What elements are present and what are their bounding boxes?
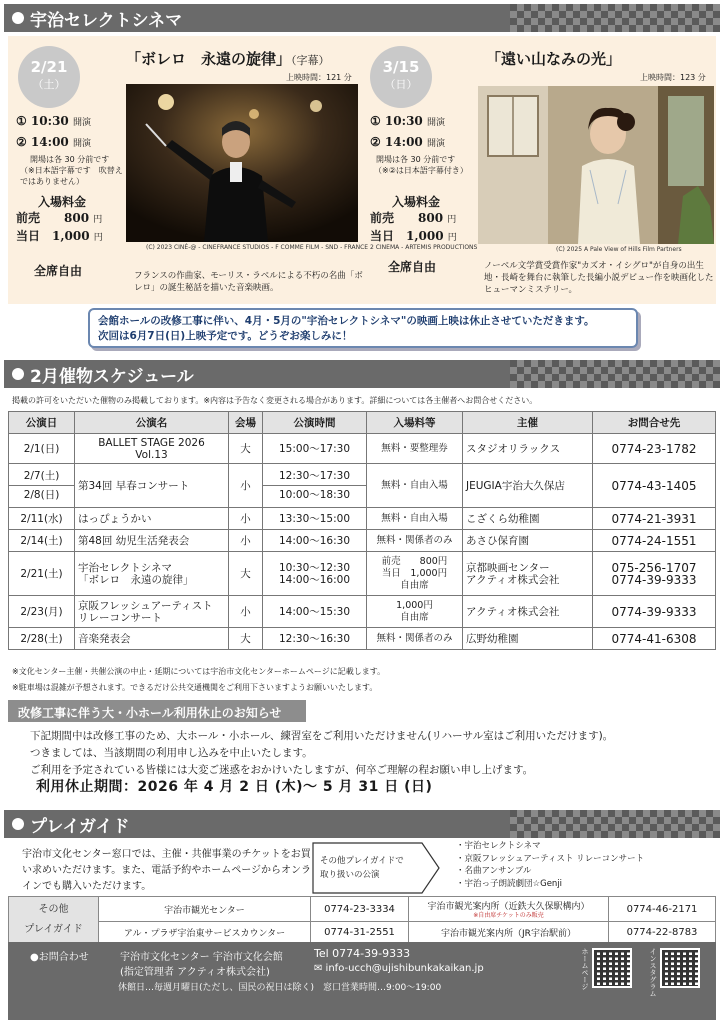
closure-period: 利用休止期間：2026 年 4 月 2 日 (木)～ 5 月 31 日 (日) xyxy=(36,779,433,795)
film1-show1: ① 10:30 xyxy=(16,114,69,128)
footer-manager: (指定管理者 アクティオ株式会社) xyxy=(120,967,270,978)
cell-name: はっぴょうかい xyxy=(75,508,229,530)
list-item: ・名曲アンサンブル xyxy=(456,866,532,876)
col-date: 公演日 xyxy=(9,412,75,434)
cell-fee: 無料・関係者のみ xyxy=(367,530,463,552)
outlet-tel: 0774-46-2171 xyxy=(609,897,716,922)
outlet-name: アル・プラザ宇治東サービスカウンター xyxy=(99,922,311,943)
schedule-header-row xyxy=(9,412,716,434)
schedule-intro: 掲載の許可をいただいた催物のみ掲載しております。※内容は予告なく変更される場合があります。詳細については各主催者へお問合せください。 xyxy=(12,396,538,405)
playguide-intro: 宇治市文化センター窓口では、主催・共催事業のチケットをお買い求めいただけます。また、電話予約やホームページからオンラインでも購入いただけます。 xyxy=(22,849,311,892)
table-row xyxy=(9,596,716,628)
footer-org: 宇治市文化センター 宇治市文化会館 xyxy=(120,952,283,963)
film2-fee-day-label: 当日 xyxy=(370,229,395,243)
film2-show2: ② 14:00 xyxy=(370,135,423,149)
cell-contact: 0774-21-3931 xyxy=(593,508,716,530)
outlet-tel: 0774-23-3334 xyxy=(311,897,409,922)
qr-homepage-label: ホームページ xyxy=(581,948,589,990)
cell-date-b: 2/8(日) xyxy=(9,485,74,504)
film2-yen1: 円 xyxy=(447,215,457,225)
cell-name: BALLET STAGE 2026 Vol.13 xyxy=(75,434,229,464)
table-row xyxy=(9,530,716,552)
film2-fee-day: 1,000 xyxy=(406,229,444,243)
table-row xyxy=(9,434,716,464)
cell-contact: 0774-24-1551 xyxy=(593,530,716,552)
schedule-section-header xyxy=(4,360,720,388)
list-item: ・京阪フレッシュアーティスト リレーコンサート xyxy=(456,853,645,864)
cell-time: 14:00～16:30 xyxy=(263,530,367,552)
film1-dow: （土） xyxy=(32,78,66,91)
film2-fee-adv-label: 前売 xyxy=(370,211,395,225)
film1-photo xyxy=(126,84,358,242)
cell-organizer: こざくら幼稚園 xyxy=(463,508,593,530)
cell-name: 音楽発表会 xyxy=(75,628,229,650)
cell-venue: 小 xyxy=(229,530,263,552)
film1-title-text: 「ボレロ 永遠の旋律」 xyxy=(126,50,292,68)
film1-yen1: 円 xyxy=(93,215,103,225)
checker-pattern xyxy=(510,810,720,838)
cell-contact: 075-256-1707 0774-39-9333 xyxy=(593,552,716,596)
closure-notice-body xyxy=(30,728,613,796)
film2-fee-adv: 800 xyxy=(418,211,444,225)
cell-organizer: 広野幼稚園 xyxy=(463,628,593,650)
footer-inquiry: ●お問合わせ xyxy=(30,952,89,963)
cell-contact: 0774-41-6308 xyxy=(593,628,716,650)
cell-date: 2/28(土) xyxy=(9,628,75,650)
bullet-icon xyxy=(12,12,24,24)
cell-time-b: 10:00～18:30 xyxy=(263,485,366,504)
col-venue: 会場 xyxy=(229,412,263,434)
bullet-icon xyxy=(12,368,24,380)
table-row xyxy=(9,897,716,922)
film1-showtimes xyxy=(16,112,124,187)
closure-notice-tab: 改修工事に伴う大・小ホール利用休止のお知らせ xyxy=(8,700,306,722)
checker-pattern xyxy=(510,4,720,32)
film2-runtime: 上映時間：123 分 xyxy=(640,73,706,82)
cell-fee: 1,000円 自由席 xyxy=(367,596,463,628)
cell-venue: 大 xyxy=(229,628,263,650)
film1-open-note: 開場は各 30 分前です xyxy=(30,155,110,164)
schedule-header-label: 2月催物スケジュール xyxy=(30,366,194,387)
cell-date: 2/14(土) xyxy=(9,530,75,552)
instagram-qr-code[interactable] xyxy=(660,948,700,988)
table-row xyxy=(9,628,716,650)
cell-time: 12:30～16:30 xyxy=(263,628,367,650)
cell-date: 2/1(日) xyxy=(9,434,75,464)
cell-time: 14:00～15:30 xyxy=(263,596,367,628)
film2-photo xyxy=(478,86,714,244)
film2-showtimes xyxy=(370,112,468,176)
film2-show1: ① 10:30 xyxy=(370,114,423,128)
cell-name: 第34回 早春コンサート xyxy=(75,464,229,508)
col-organizer: 主催 xyxy=(463,412,593,434)
film2-kaien1: 開演 xyxy=(426,118,445,128)
cell-fee: 無料・要整理券 xyxy=(367,434,463,464)
col-contact: お問合せ先 xyxy=(593,412,716,434)
bullet-icon xyxy=(12,818,24,830)
table-head-line2: プレイガイド xyxy=(24,923,83,935)
cell-time: 13:30～15:00 xyxy=(263,508,367,530)
film2-open-note: 開場は各 30 分前です xyxy=(376,155,456,164)
table-row xyxy=(9,922,716,943)
footer-tel: Tel 0774-39-9333 xyxy=(314,947,411,960)
cell-venue: 小 xyxy=(229,596,263,628)
footer-email[interactable]: ✉ info-ucch@ujishibunkakaikan.jp xyxy=(314,963,484,974)
film1-date: 2/21 xyxy=(30,58,68,76)
film2-date: 3/15 xyxy=(382,58,420,76)
film1-yen2: 円 xyxy=(93,233,103,243)
cell-venue: 大 xyxy=(229,552,263,596)
film1-kaien2: 開演 xyxy=(72,139,91,149)
cell-date: 2/23(月) xyxy=(9,596,75,628)
table-head-line1: その他 xyxy=(38,903,69,915)
outlet-name xyxy=(409,897,609,922)
film2-credit: (C) 2025 A Pale View of Hills Film Partners xyxy=(556,246,682,253)
schedule-note-2: ※駐車場は混雑が予想されます。できるだけ公共交通機関をご利用下さいますようお願いいたします。 xyxy=(12,683,378,692)
film2-kaien2: 開演 xyxy=(426,139,445,149)
outlet-name: 宇治市観光案内所（JR宇治駅前） xyxy=(409,922,609,943)
cell-venue: 小 xyxy=(229,508,263,530)
outlet-name-2: 宇治市観光案内所（近鉄大久保駅構内） xyxy=(427,902,590,912)
film1-title-sub: （字幕） xyxy=(291,54,330,67)
list-item: ・宇治セレクトシネマ xyxy=(456,841,541,851)
cell-contact: 0774-23-1782 xyxy=(593,434,716,464)
checker-pattern xyxy=(510,360,720,388)
cell-organizer: JEUGIA宇治大久保店 xyxy=(463,464,593,508)
cell-organizer: アクティオ株式会社 xyxy=(463,596,593,628)
playguide-section-header xyxy=(4,810,720,838)
cell-fee: 前売 800円 当日 1,000円 自由席 xyxy=(367,552,463,596)
film1-fee-adv-label: 前売 xyxy=(16,211,41,225)
cell-name: 京阪フレッシュアーティスト リレーコンサート xyxy=(75,596,229,628)
film1-date-badge xyxy=(18,46,80,108)
film1-show2: ② 14:00 xyxy=(16,135,69,149)
cell-name: 第48回 幼児生活発表会 xyxy=(75,530,229,552)
playguide-table-head xyxy=(9,897,99,943)
film1-fee-day: 1,000 xyxy=(52,229,90,243)
cell-contact: 0774-43-1405 xyxy=(593,464,716,508)
film2-date-badge xyxy=(370,46,432,108)
table-row xyxy=(9,552,716,596)
film1-kaien1: 開演 xyxy=(72,118,91,128)
film1-fee-adv: 800 xyxy=(64,211,90,225)
col-time: 公演時間 xyxy=(263,412,367,434)
cell-venue: 大 xyxy=(229,434,263,464)
closure-line1: 下記期間中は改修工事のため、大ホール・小ホール、練習室をご利用いただけません(リハーサル室はご利用いただけます)。 xyxy=(30,730,614,742)
cell-organizer: あさひ保育園 xyxy=(463,530,593,552)
film1-sub-note: （※日本語字幕です 吹替えではありません） xyxy=(20,166,123,186)
table-row xyxy=(9,508,716,530)
film2-description: ノーベル文学賞受賞作家"カズオ・イシグロ"が自身の出生地・長崎を舞台に執筆した長編小説デビュー作を映画化したヒューマンミステリー。 xyxy=(484,261,714,295)
film2-yen2: 円 xyxy=(447,233,457,243)
cinema-section-header xyxy=(4,4,720,32)
film2-dow: （日） xyxy=(384,78,418,91)
film2-fee xyxy=(370,194,457,246)
table-row xyxy=(9,464,716,508)
film1-fee-title: 入場料金 xyxy=(38,195,87,209)
list-item: ・宇治っ子朗読劇団☆Genji xyxy=(456,878,563,889)
playguide-table xyxy=(8,896,716,943)
homepage-qr-code[interactable] xyxy=(592,948,632,988)
cell-fee: 無料・関係者のみ xyxy=(367,628,463,650)
cell-time xyxy=(263,464,367,508)
cinema-suspension-notice xyxy=(88,308,638,348)
cell-time: 10:30～12:30 14:00～16:00 xyxy=(263,552,367,596)
closure-line3: ご利用を予定されている皆様には大変ご迷惑をおかけいたしますが、何卒ご理解の程お願い申し上げます。 xyxy=(30,764,534,776)
cell-date: 2/21(土) xyxy=(9,552,75,596)
cell-venue: 小 xyxy=(229,464,263,508)
film2-fee-title: 入場料金 xyxy=(392,195,441,209)
cell-organizer: スタジオリラックス xyxy=(463,434,593,464)
film1-seating: 全席自由 xyxy=(34,264,83,278)
col-fee: 入場料等 xyxy=(367,412,463,434)
outlet-tel: 0774-22-8783 xyxy=(609,922,716,943)
film1-title xyxy=(126,48,330,69)
film1-credit: (C) 2023 CINÉ-@ - CINEFRANCE STUDIOS - F COMME FILM - SND - FRANCE 2 CINEMA - ARTEMIS PRODUCTIONS xyxy=(146,244,478,251)
film1-fee-day-label: 当日 xyxy=(16,229,41,243)
col-name: 公演名 xyxy=(75,412,229,434)
cell-name: 宇治セレクトシネマ 「ボレロ 永遠の旋律」 xyxy=(75,552,229,596)
cell-fee: 無料・自由入場 xyxy=(367,508,463,530)
arrow-line1: その他プレイガイドで xyxy=(320,856,404,866)
footer-hours: 休館日…毎週月曜日(ただし、国民の祝日は除く) 窓口営業時間…9:00～19:00 xyxy=(118,983,442,993)
schedule-note-1: ※文化センター主催・共催公演の中止・延期については宇治市文化センターホームページに記載します。 xyxy=(12,667,386,676)
cell-organizer: 京都映画センター アクティオ株式会社 xyxy=(463,552,593,596)
cinema-panel xyxy=(8,36,716,304)
outlet-name: 宇治市観光センター xyxy=(99,897,311,922)
playguide-event-list xyxy=(456,840,644,890)
arrow-line2: 取り扱いの公演 xyxy=(320,870,380,880)
outlet-tel: 0774-31-2551 xyxy=(311,922,409,943)
schedule-table xyxy=(8,411,716,650)
cell-date xyxy=(9,464,75,508)
closure-line2: つきましては、当該期間の利用申し込みを中止いたします。 xyxy=(30,747,313,759)
cinema-header-label: 宇治セレクトシネマ xyxy=(30,10,183,31)
cell-fee: 無料・自由入場 xyxy=(367,464,463,508)
film2-sub-note: （※②は日本語字幕付き） xyxy=(374,166,468,175)
film2-title: 「遠い山なみの光」 xyxy=(486,50,622,68)
playguide-arrow-box xyxy=(312,842,440,894)
film2-seating: 全席自由 xyxy=(388,260,437,274)
film1-runtime: 上映時間：121 分 xyxy=(286,73,352,82)
qr-instagram-label: インスタグラム xyxy=(649,948,657,997)
cell-contact: 0774-39-9333 xyxy=(593,596,716,628)
film1-fee xyxy=(16,194,103,246)
notice-line1: 会館ホールの改修工事に伴い、4月・5月の"宇治セレクトシネマ"の映画上映は休止させていただきます。 xyxy=(98,315,595,327)
cell-date: 2/11(水) xyxy=(9,508,75,530)
footer xyxy=(8,942,716,1020)
notice-line2: 次回は6月7日(日)上映予定です。どうぞお楽しみに！ xyxy=(98,330,353,342)
cell-date-a: 2/7(土) xyxy=(23,470,60,482)
cell-time: 15:00～17:30 xyxy=(263,434,367,464)
film1-description: フランスの作曲家、モーリス・ラベルによる不朽の名曲「ボレロ」の誕生秘話を描いた音楽映画。 xyxy=(134,271,363,293)
playguide-header-label: プレイガイド xyxy=(30,816,130,837)
cell-time-a: 12:30～17:30 xyxy=(278,470,351,482)
outlet-note: ※自由席チケットのみ販売 xyxy=(473,912,544,919)
